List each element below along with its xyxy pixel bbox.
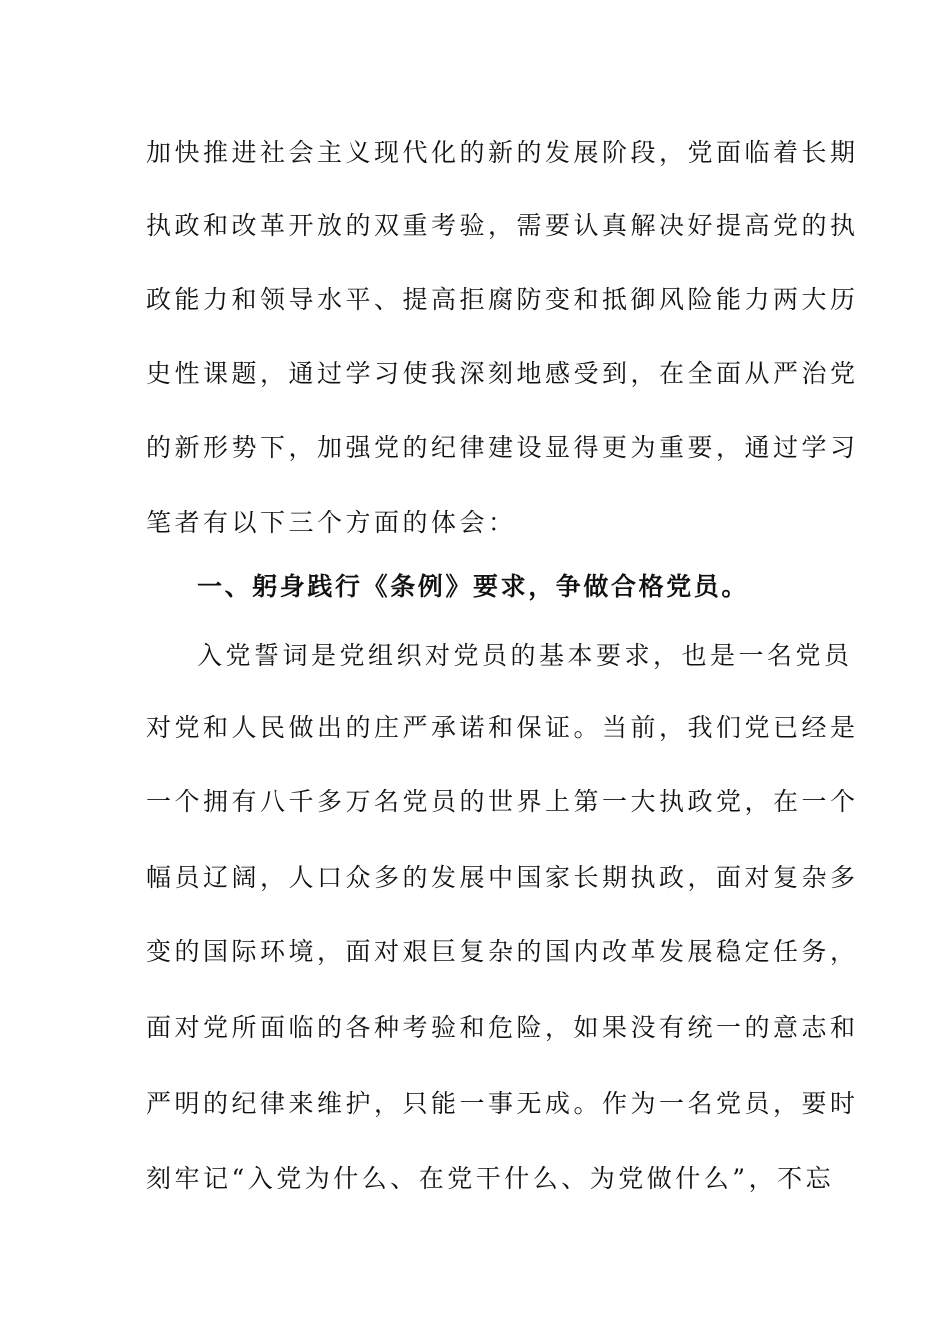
paragraph-line: 加快推进社会主义现代化的新的发展阶段，党面临着长期 — [146, 138, 859, 167]
paragraph-line: 严明的纪律来维护，只能一事无成。作为一名党员，要时 — [146, 1089, 859, 1118]
paragraph-line: 的新形势下，加强党的纪律建设显得更为重要，通过学习 — [146, 433, 859, 462]
paragraph-line: 史性课题，通过学习使我深刻地感受到，在全面从严治党 — [146, 359, 859, 388]
paragraph-line: 对党和人民做出的庄严承诺和保证。当前，我们党已经是 — [146, 713, 859, 742]
paragraph-line: 一个拥有八千多万名党员的世界上第一大执政党，在一个 — [146, 787, 859, 816]
paragraph-line: 政能力和领导水平、提高拒腐防变和抵御风险能力两大历 — [146, 285, 859, 314]
section-heading: 一、躬身践行《条例》要求，争做合格党员。 — [197, 572, 750, 601]
paragraph-line: 笔者有以下三个方面的体会： — [146, 508, 517, 537]
paragraph-line: 执政和改革开放的双重考验，需要认真解决好提高党的执 — [146, 211, 859, 240]
paragraph-line: 幅员辽阔，人口众多的发展中国家长期执政，面对复杂多 — [146, 863, 859, 892]
paragraph-line: 刻牢记“入党为什么、在党干什么、为党做什么”，不忘 — [146, 1164, 835, 1193]
paragraph-line: 变的国际环境，面对艰巨复杂的国内改革发展稳定任务， — [146, 937, 859, 966]
paragraph-line: 面对党所面临的各种考验和危险，如果没有统一的意志和 — [146, 1013, 859, 1042]
paragraph-line: 入党誓词是党组织对党员的基本要求，也是一名党员 — [197, 641, 853, 670]
